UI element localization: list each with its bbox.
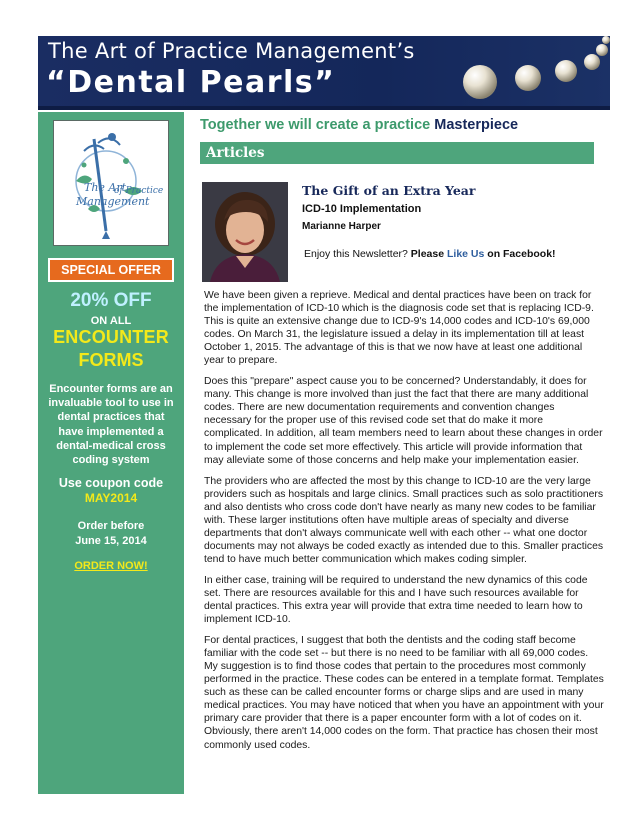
tagline bbox=[200, 117, 518, 133]
like-us-link[interactable]: Like Us bbox=[447, 248, 485, 260]
article-paragraph: In either case, training will be required to understand the new dynamics of this code set. There are resources available for this and I have such resources available for dental practices. This extra year will provide that extra time needed to learn how to implement ICD-10. bbox=[204, 574, 588, 626]
order-now-link[interactable]: ORDER NOW! bbox=[74, 560, 148, 572]
article-subtitle: ICD-10 Implementation bbox=[302, 203, 422, 215]
facebook-prompt-text: Enjoy this Newsletter? bbox=[304, 248, 411, 260]
pearls-image bbox=[418, 36, 610, 110]
header-title-line1: The Art of Practice Management’s bbox=[48, 39, 415, 63]
facebook-prompt bbox=[304, 248, 556, 260]
header-title-line2: “Dental Pearls” bbox=[46, 65, 336, 100]
promo-forms: FORMS bbox=[78, 350, 144, 370]
facebook-prompt-please: Please bbox=[410, 248, 447, 260]
facebook-prompt-suffix: on Facebook! bbox=[484, 248, 556, 260]
author-photo bbox=[202, 182, 288, 282]
svg-text:The Art: The Art bbox=[84, 181, 127, 194]
article-body bbox=[204, 289, 604, 760]
order-deadline-line2: June 15, 2014 bbox=[75, 535, 147, 547]
discount-on-all: ON ALL bbox=[90, 315, 132, 327]
svg-text:Management: Management bbox=[76, 195, 150, 208]
articles-section-header: Articles bbox=[200, 142, 594, 164]
article-paragraph: The providers who are affected the most by this change to ICD-10 are the very large providers such as hospitals and large clinics. Small practices such as solo practitioners and also dentists who cross code don't have nearly as many new codes to be familiar with. These larger institutions often have multiple areas of specialty and diverse departments that don't always communicate well with each other -- what one doctor documents may not always be coded exactly as intended due to this. Smaller practices tend to have much better communication which makes coding simpler. bbox=[204, 475, 604, 565]
tagline-text: Together we will create a practice bbox=[200, 117, 435, 133]
promo-description: Encounter forms are an invaluable tool to use in dental practices that have implemented a dental-medical cross coding system bbox=[48, 383, 174, 467]
tagline-emphasis: Masterpiece bbox=[434, 117, 519, 133]
promo-sidebar bbox=[38, 112, 184, 794]
logo-emblem-icon bbox=[54, 121, 168, 245]
article-paragraph: We have been given a reprieve. Medical and dental practices have been on track for the implementation of ICD-10 which is the diagnosis code set that is replacing ICD-9. This is quite an extensive change due to ICD-9's 14,000 codes and ICD-10's 69,000 codes. On March 31, the legislature issued a delay in its implementation till at least October 1, 2015. The advantage of this is that we now have at least one additional year to prepare. bbox=[204, 290, 594, 367]
discount-percent: 20% OFF bbox=[70, 290, 152, 311]
coupon-label: Use coupon code bbox=[58, 476, 164, 490]
order-deadline-line1: Order before bbox=[77, 520, 145, 532]
coupon-code: MAY2014 bbox=[84, 491, 138, 505]
newsletter-header bbox=[38, 36, 610, 110]
promo-encounter: ENCOUNTER bbox=[53, 327, 169, 347]
article-paragraph: For dental practices, I suggest that both the dentists and the coding staff become familiar with the code set -- but there is no need to be familiar with all 69,000 codes. My suggestion is to find those codes that pertain to the procedures most commonly performed in the practice. These codes can be entered in a template format. Templates such as these can be called encounter forms or charge slips and are used in many medical practices. You may have noticed that when you have an appointment with your primary care provider that there is a paper encounter form with a lot of codes on it. Obviously, there aren't 14,000 codes on the form. That practice has chosen their most commonly used codes. bbox=[204, 635, 604, 751]
article-paragraph: Does this "prepare" aspect cause you to be concerned? Understandably, it does for many. This change is more involved than just the fact that there are many additional codes. There are new documentation requirements and convention changes necessary for the proper use of this revised code set that do make it more complicated. In addition, all team members need to learn about these changes in order to implement the code set more effectively. This article will provide information that may alleviate some of those concerns and help make your implementation easier. bbox=[204, 376, 603, 466]
practice-logo bbox=[53, 120, 169, 246]
svg-text:of Practice: of Practice bbox=[114, 186, 164, 196]
article-title: The Gift of an Extra Year bbox=[302, 183, 476, 198]
special-offer-button[interactable]: SPECIAL OFFER bbox=[48, 258, 174, 282]
article-author: Marianne Harper bbox=[302, 221, 381, 232]
order-deadline bbox=[38, 519, 184, 549]
